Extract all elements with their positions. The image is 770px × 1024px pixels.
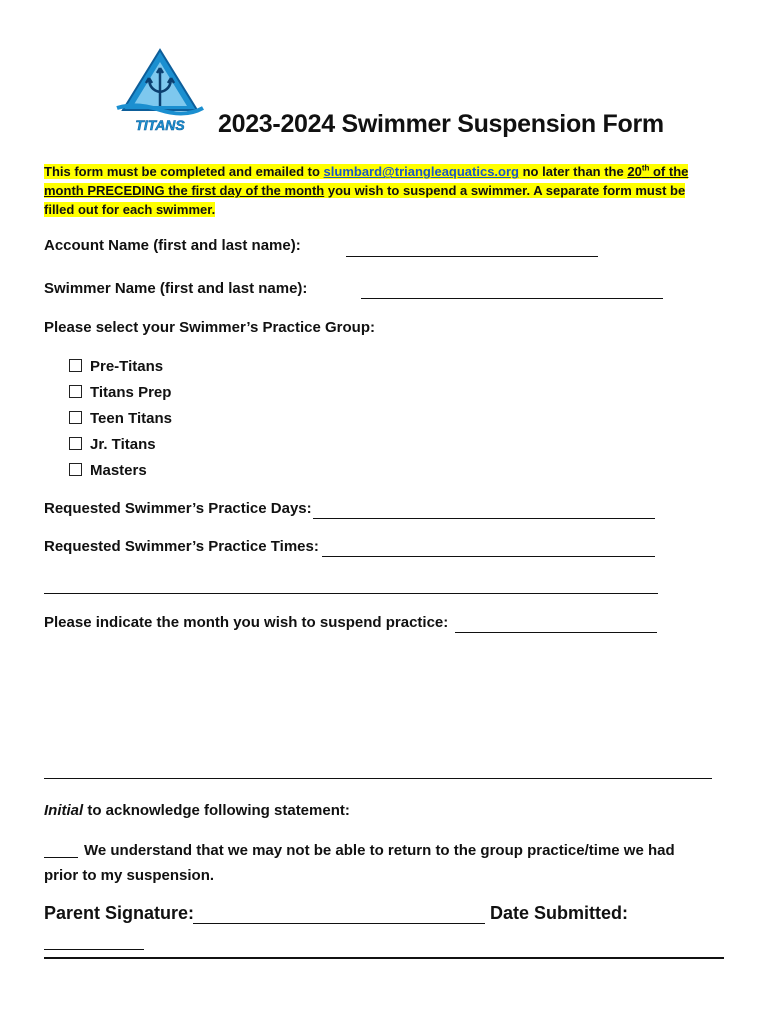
initial-word: Initial <box>44 802 84 819</box>
account-name-label: Account Name (first and last name): <box>44 237 301 254</box>
checkbox[interactable] <box>69 411 82 424</box>
group-label: Jr. Titans <box>90 436 156 453</box>
practice-times-label: Requested Swimmer’s Practice Times: <box>44 538 319 555</box>
acknowledge-statement-line1: We understand that we may not be able to return to the group practice/time we had <box>84 842 675 859</box>
suspend-month-field[interactable] <box>455 619 657 633</box>
parent-signature-field[interactable] <box>193 908 485 924</box>
acknowledge-heading <box>44 802 350 819</box>
notice-part2: no later than the <box>519 164 628 180</box>
group-label: Teen Titans <box>90 410 172 427</box>
svg-text:TITANS: TITANS <box>135 117 185 133</box>
acknowledge-heading-rest: to acknowledge following statement: <box>83 802 350 819</box>
checkbox[interactable] <box>69 359 82 372</box>
group-label: Masters <box>90 462 147 479</box>
group-option[interactable] <box>69 436 156 453</box>
swimmer-name-field[interactable] <box>361 285 663 299</box>
group-option[interactable] <box>69 410 172 427</box>
form-title: 2023-2024 Swimmer Suspension Form <box>218 110 664 138</box>
notice-day-sup: th <box>641 164 650 173</box>
checkbox[interactable] <box>69 463 82 476</box>
practice-times-field-extra[interactable] <box>44 580 658 594</box>
notice-underlined: month PRECEDING the first day of the month <box>44 183 325 199</box>
checkbox[interactable] <box>69 437 82 450</box>
initial-field[interactable] <box>44 844 78 858</box>
email-link[interactable]: slumbard@triangleaquatics.org <box>323 164 519 180</box>
group-option[interactable] <box>69 462 147 479</box>
notice-part4: you wish to suspend a swimmer. A separate form must be filled out for each swimmer. <box>44 183 686 218</box>
group-label: Pre-Titans <box>90 358 164 375</box>
bottom-rule <box>44 957 724 959</box>
practice-group-label: Please select your Swimmer’s Practice Group: <box>44 319 375 336</box>
notice-part3: of the <box>649 164 689 180</box>
notice-day: 20 <box>627 164 642 180</box>
practice-days-label: Requested Swimmer’s Practice Days: <box>44 500 312 517</box>
notice-text <box>44 159 714 219</box>
group-option[interactable] <box>69 384 171 401</box>
suspend-month-label: Please indicate the month you wish to suspend practice: <box>44 614 449 631</box>
account-name-field[interactable] <box>346 243 598 257</box>
date-submitted-field[interactable] <box>44 934 144 950</box>
divider <box>44 778 712 779</box>
notice-part1: This form must be completed and emailed to <box>44 164 324 180</box>
checkbox[interactable] <box>69 385 82 398</box>
group-label: Titans Prep <box>90 384 172 401</box>
swimmer-name-label: Swimmer Name (first and last name): <box>44 280 308 297</box>
parent-signature-label: Parent Signature: <box>44 903 195 923</box>
group-option[interactable] <box>69 358 163 375</box>
date-submitted-label: Date Submitted: <box>490 903 629 923</box>
acknowledge-statement-line2: prior to my suspension. <box>44 867 215 884</box>
practice-days-field[interactable] <box>313 505 655 519</box>
titans-logo <box>115 48 205 136</box>
practice-times-field[interactable] <box>322 543 655 557</box>
